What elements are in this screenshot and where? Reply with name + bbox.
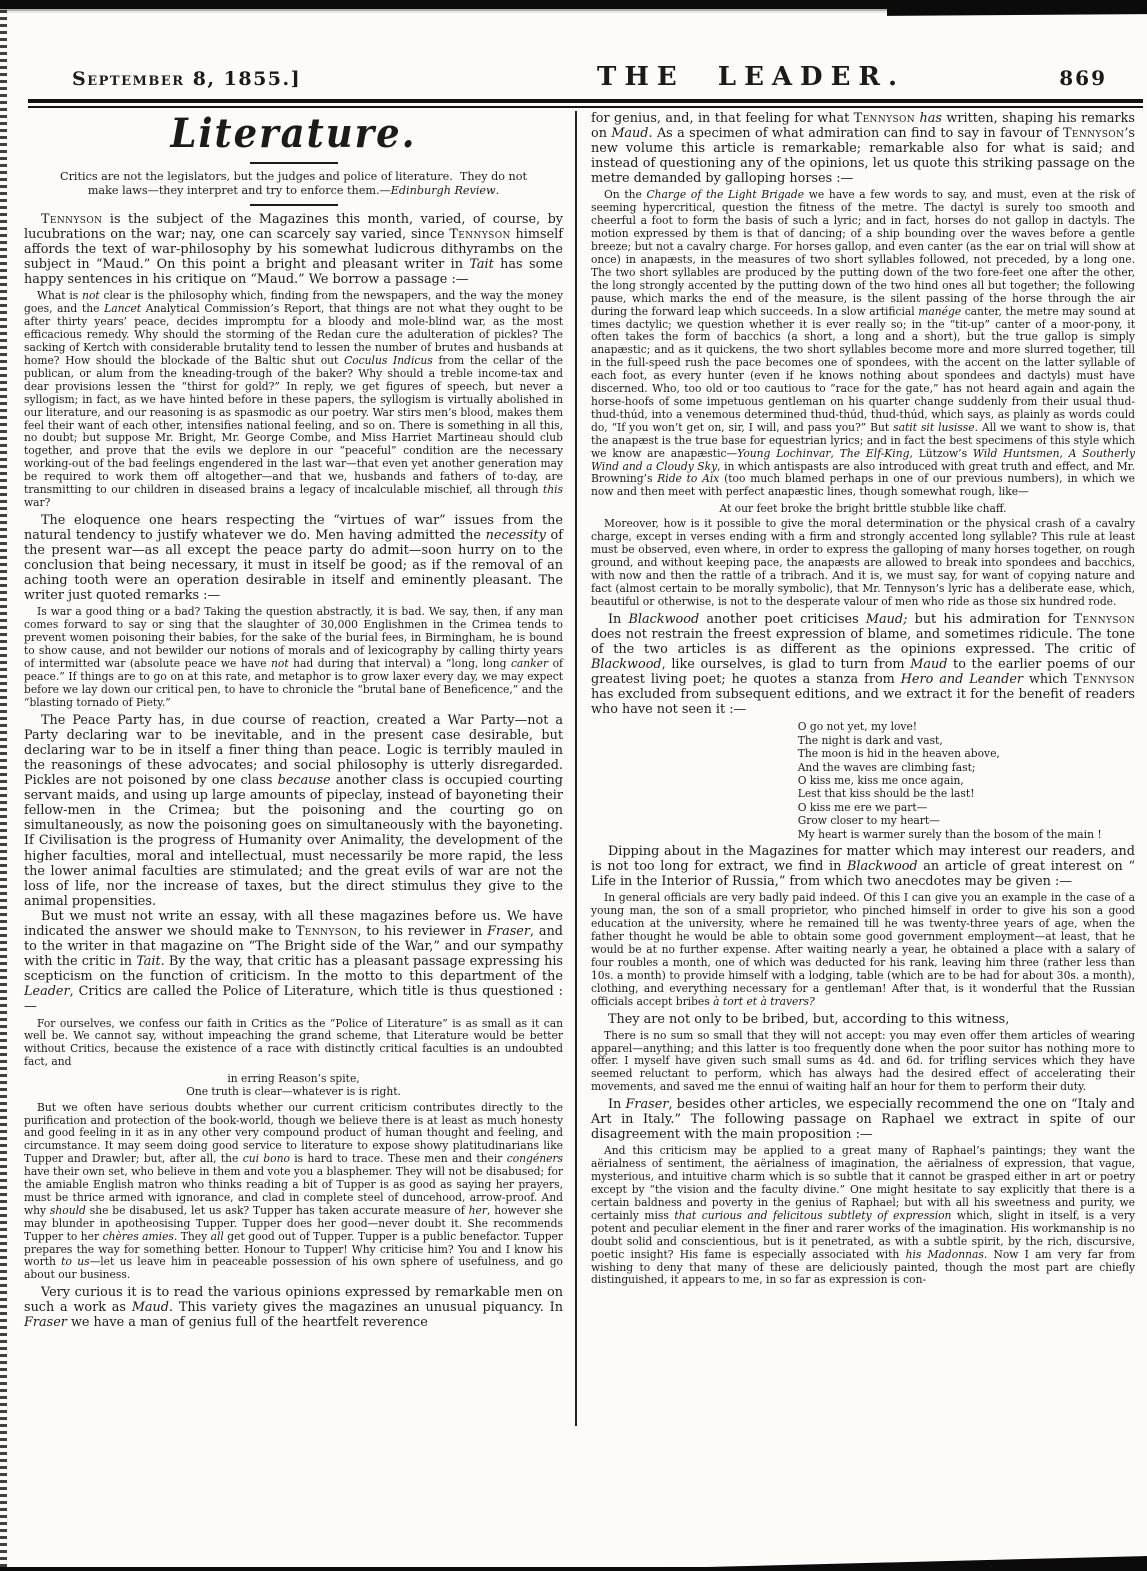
paragraph: But we must not write an essay, with all these magazines before us. We have indicated the answer we should make to Tennyson, to his reviewer in Fraser, and to the writer in that magazine on “The Bright side of the War,” and our sympathy with the critic in Tait. By the way, that critic has a pleasant passage expressing his scepticism on the function of criticism. In the motto to this department of the Leader, Critics are called the Police of Literature, which title is thus questioned :— (24, 908, 563, 1015)
ornament-rule (250, 162, 338, 164)
poem-extract: O go not yet, my love! The night is dark and vast, The moon is hid in the heaven above, And the waves are climbing fast; O kiss me, kiss me once again, Lest that kiss should be the last! O kiss me ere we part— Grow closer to my heart— My heart is warmer surely than the bosom of the main ! (797, 720, 1102, 841)
quoted-extract: In general officials are very badly paid indeed. Of this I can give you an example in the case of a young man, the son of a small proprietor, who pinched himself in order to give his son a good education at the university, where he remained till he was twenty-three years of age, when the father thought he would be able to obtain some good government employment—at least, that he would be at no further expense. After waiting nearly a year, he obtained a place with a salary of four roubles a month, one of which was deducted for his rank, leaving him three (rather less than 10s. a month) to provide himself with a lodging, table (which are to be had for about 30s. a month), clothing, and everything necessary for a gentleman! After that, is it wonderful that the Russian officials accept bribes à tort et à travers? (591, 891, 1135, 1008)
right-column (575, 111, 1135, 1426)
page-number: 869 (1059, 66, 1107, 90)
quoted-extract: But we often have serious doubts whether our current criticism contributes directly to the purification and protection of the book-world, though we believe there is at least as much honesty and good feeling in it as in any other very compound product of human thought and feeling, and circumstance. It may seem doing good service to literature to expose showy platitudinarians like Tupper and Drawler; but, after all, the cui bono is hard to trace. These men and their congéners have their own set, who believe in them and vote you a blasphemer. They will not be disabused; for the amiable English matron who thinks reading a bit of Tupper is as good as saying her prayers, must be thrice armed with ignorance, and clad in complete steel of duncehood, arrow-proof. And why should she be disabused, let us ask? Tupper has taken accurate measure of her, however she may blunder in apotheosising Tupper. Tupper does her good—never doubt it. She recommends Tupper to her chères amies. They all get good out of Tupper. Tupper is a public benefactor. Tupper prepares the way for something better. Honour to Tupper! Why criticise him? You and I know his worth to us—let us leave him in peaceable possession of his own sphere of usefulness, and go about our business. (24, 1100, 564, 1282)
verse-extract: in erring Reason’s spite, One truth is clear—whatever is is right. (186, 1072, 401, 1099)
quoted-extract: Moreover, how is it possible to give the moral determination or the physical crash of a cavalry charge, except in verses ending with a firm and strongly accented long syllable? This rule at least must be observed, even where, in order to express the galloping of many horses together, on rough ground, and without keeping pace, the anapæsts are allowed to break into spondees and bacchics, with now and then the rattle of a tribrach. And it is, we must say, for want of copying nature and fact (almost certain to be morally symbolic), that Mr. Tennyson’s lyric has a deliberate ease, which, beautiful or otherwise, is not to the desperate valour of men who ride as those six hundred rode. (591, 517, 1135, 608)
paragraph: The eloquence one hears respecting the “virtues of war” issues from the natural tendency to justify whatever we do. Men having admitted the necessity of the present war—as all except the peace party do admit—soon hurry on to the conclusion that being necessary, it must in itself be good; as if the removal of an aching tooth were an operation desirable in itself and eminently pleasant. The writer just quoted remarks :— (24, 512, 564, 604)
quoted-extract: There is no sum so small that they will not accept: you may even offer them articles of wearing apparel—anything; and this latter is too frequently done when the poor suitor has nothing more to offer. I myself have given such small sums as 4d. and 6d. for trifling services which they have seemed reluctant to perform, which has always had the desired effect of accelerating their movements, and saved me the ennui of waiting half an hour for them to perform their duty. (591, 1028, 1135, 1094)
paragraph: In Fraser, besides other articles, we especially recommend the one on “Italy and Art in Italy.” The following passage on Raphael we extract in spite of our disagreement with the main proposition :— (591, 1097, 1135, 1143)
quoted-extract: On the Charge of the Light Brigade we have a few words to say, and must, even at the risk of seeming hypercritical, question the fitness of the metre. The dactyl is surely too smooth and cheerful a foot to form the basis of such a lyric; and in fact, horses do not gallop in dactyls. The motion expressed by them is that of dancing; of a ship bounding over the waves before a gentle breeze; but not a cavalry charge. For horses gallop, and even canter (as the ear on trial will show at once) in anapæsts, in the measures of two short syllables followed, not preceded, by a long one. The two short syllables are produced by the putting down of the two fore-feet one after the other, the long strongly accented by the putting down of the two hind ones all but together; the following pause, which marks the end of the measure, is the silent passing of the horse through the air during the forward leap which succeeds. In a slow artificial manége canter, the metre may sound at times dactylic; we question whether it is ever really so; in the “tit-up” canter of a moor-pony, it often takes the form of bacchics (a short, a long and a short), but the true gallop is simply anapæstic; and as it quickens, the two short syllables become more and more slurred together, till in the full-speed rush the pace becomes one of spondees, with the accent on the latter syllable of each foot, as every hunter (even if he knows nothing about spondees and dactyls) must have discerned. Who, too old or too cautious to “race for the gate,” has not heard again and again the horse-hoofs of some impetuous gentleman on his quarter change suddenly from their usual thud-thud-thúd, into a venemous determined thud-thúd, thud-thúd, which says, as plainly as words could do, “If you won’t get on, sir, I will, and pass you?” But satit sit lusisse. All we want to show is, that the anapæst is the true base for equestrian lyrics; and in fact the best specimens of this style which we know are anapæstic—Young Lochinvar, The Elf-King, Lützow’s Wild Huntsmen, A Southerly Wind and a Cloudy Sky, in which antispasts are also introduced with great truth and effect, and Mr. Browning’s Ride to Aix (too much blamed perhaps in one of our previous numbers), in which we now and then meet with perfect anapæstic lines, though somewhat rough, like— (591, 188, 1136, 499)
verse-extract: At our feet broke the bright brittle stubble like chaff. (719, 502, 1007, 516)
masthead-title: THE LEADER. (597, 62, 906, 92)
paragraph-continuation: for genius, and, in that feeling for what Tennyson has written, shaping his remarks on Maud. As a specimen of what admiration can find to say in favour of Tennyson’s new volume this article is remarkable; remarkable also for what is said; and instead of questioning any of the opinions, let us quote this striking passage on the metre demanded by galloping horses :— (591, 111, 1135, 187)
quoted-extract: For ourselves, we confess our faith in Critics as the “Police of Literature” is as small as it can well be. We cannot say, without impeaching the grand scheme, that Literature would be better without Critics, because the existence of a race with distinctly critical faculties is an undoubted fact, and (24, 1016, 563, 1069)
header-double-rule (28, 99, 1143, 108)
ornament-rule (250, 204, 338, 206)
paragraph: They are not only to be bribed, but, according to this witness, (608, 1011, 1010, 1027)
scan-smudge-bottom-right (627, 1556, 1147, 1569)
paragraph: Tennyson is the subject of the Magazines this month, varied, of course, by lucubrations on the war; nay, one can scarcely say varied, since Tennyson himself affords the text of war-philosophy by his somewhat ludicrous dithyrambs on the subject in “Maud.” On this point a bright and pleasant writer in Tait has some happy sentences in his critique on “Maud.” We borrow a passage :— (24, 212, 563, 288)
quoted-extract: What is not clear is the philosophy which, finding from the newspapers, and the way the money goes, and the Lancet Analytical Commission’s Report, that things are not what they ought to be after thirty years’ peace, decides impromptu for a bloody and mole-blind war, as the most efficacious remedy. Why should the storming of the Redan cure the adulteration of pickles? The sacking of Kertch with considerable brutality tend to lessen the number of brutes and husbands at home? How should the blockade of the Baltic shut out Coculus Indicus from the cellar of the publican, or alum from the kneading-trough of the baker? Why should a treble income-tax and dear provisions lessen the “thirst for gold?” In reply, we get figures of speech, but never a syllogism; in fact, as we have hinted before in these papers, the syllogism is virtually abolished in our literature, and our reasoning is as spasmodic as our poetry. War stirs men’s blood, makes them feel their want of each other, intensifies national feeling, and so on. There is something in all this, no doubt; but suppose Mr. Bright, Mr. George Combe, and Miss Harriet Martineau should club together, and prove that the evils we deplore in our “peaceful” condition are the necessary working-out of the bad feelings engendered in the last war—that even yet another generation may be required to work them off altogether—and that we, husbands and fathers of to-day, are transmitting to our children in diseased brains a legacy of incalculable mischief, all through this war? (24, 289, 564, 509)
section-title: Literature. (170, 109, 417, 157)
running-head (0, 60, 1147, 102)
left-column (24, 111, 575, 1426)
scan-edge-left (0, 10, 7, 1571)
paragraph: Dipping about in the Magazines for matter which may interest our readers, and is not too long for extract, we find in Blackwood an article of great interest on “ Life in the Interior of Russia,” from which two anecdotes may be given :— (591, 844, 1135, 890)
quoted-extract: Is war a good thing or a bad? Taking the question abstractly, it is bad. We say, then, if any man comes forward to say or sing that the slaughter of 30,000 Englishmen in the Crimea tends to prevent women poisoning their babies, for the sake of the burial fees, in Birmingham, he is bound to show cause, and not bewilder our notions of morals and of lexicography by calling thirty years of intermitted war (absolute peace we have not had during that interval) a “long, long canker of peace.” If things are to go on at this rate, and metaphor is to grow laxer every day, we may expect before we lay down our critical pen, to have to chronicle the “brutal bane of Beneficence,” and the “blasting tornado of Piety.” (24, 605, 563, 709)
paragraph: Very curious it is to read the various opinions expressed by remarkable men on such a work as Maud. This variety gives the magazines an unusual piquancy. In Fraser we have a man of genius full of the heartfelt reverence (24, 1285, 563, 1331)
issue-date: September 8, 1855.] (72, 68, 302, 90)
scan-edge-top (0, 0, 1147, 9)
paragraph: The Peace Party has, in due course of reaction, created a War Party—not a Party declaring war to be inevitable, and in the present case desirable, but declaring war to be in itself a finer thing than peace. Logic is terribly mauled in the reasonings of these advocates; and social philosophy is utterly disregarded. Pickles are not poisoned by one class because another class is occupied courting servant maids, and using up large amounts of pipeclay, instead of bayoneting their fellow-men in the Crimea; but the poisoning and the courting go on simultaneously, as now the poisoning goes on simultaneously with the bayoneting. If Civilisation is the progress of Humanity over Animality, the development of the higher faculties, moral and intellectual, must necessarily be more rapid, the less the lower animal faculties are stimulated; and the great evils of war are not the loss of life, nor the increase of taxes, but the direct stimulus they give to the animal propensities. (24, 712, 563, 909)
quoted-extract: And this criticism may be applied to a great many of Raphael’s paintings; they want the aërialness of sentiment, the aërialness of imagination, the aërialness of expression, that vague, mysterious, and intuitive charm which is so subtle that it cannot be grasped either in art or poetry except by “the vision and the faculty divine.” One might hesitate to say explicitly that there is a certain baldness and poverty in the genius of Raphael; but with all his sweetness and purity, we certainly miss that curious and felicitous subtlety of expression which, slight in itself, is a very potent and peculiar element in the finer and rarer works of the imagination. His workmanship is no doubt solid and conscientious, but is it penetrated, as with a subtle spirit, by the rich, discursive, poetic insight? His fame is especially associated with his Madonnas. Now I am very far from wishing to deny that many of these are deliciously painted, though the most part are chiefly distinguished, it appears to me, in so far as expression is con- (591, 1144, 1135, 1287)
article-columns (24, 111, 1135, 1426)
section-epigraph: Critics are not the legislators, but the judges and police of literature. They do not make laws—they interpret and try to enforce them.—Edinburgh Review. (60, 170, 527, 197)
paragraph: In Blackwood another poet criticises Maud; but his admiration for Tennyson does not restrain the freest expression of blame, and sometimes ridicule. The tone of the two articles is as different as the opinions expressed. The critic of Blackwood, like ourselves, is glad to turn from Maud to the earlier poems of our greatest living poet; he quotes a stanza from Hero and Leander which Tennyson has excluded from subsequent editions, and we extract it for the benefit of readers who have not seen it :— (591, 611, 1135, 718)
